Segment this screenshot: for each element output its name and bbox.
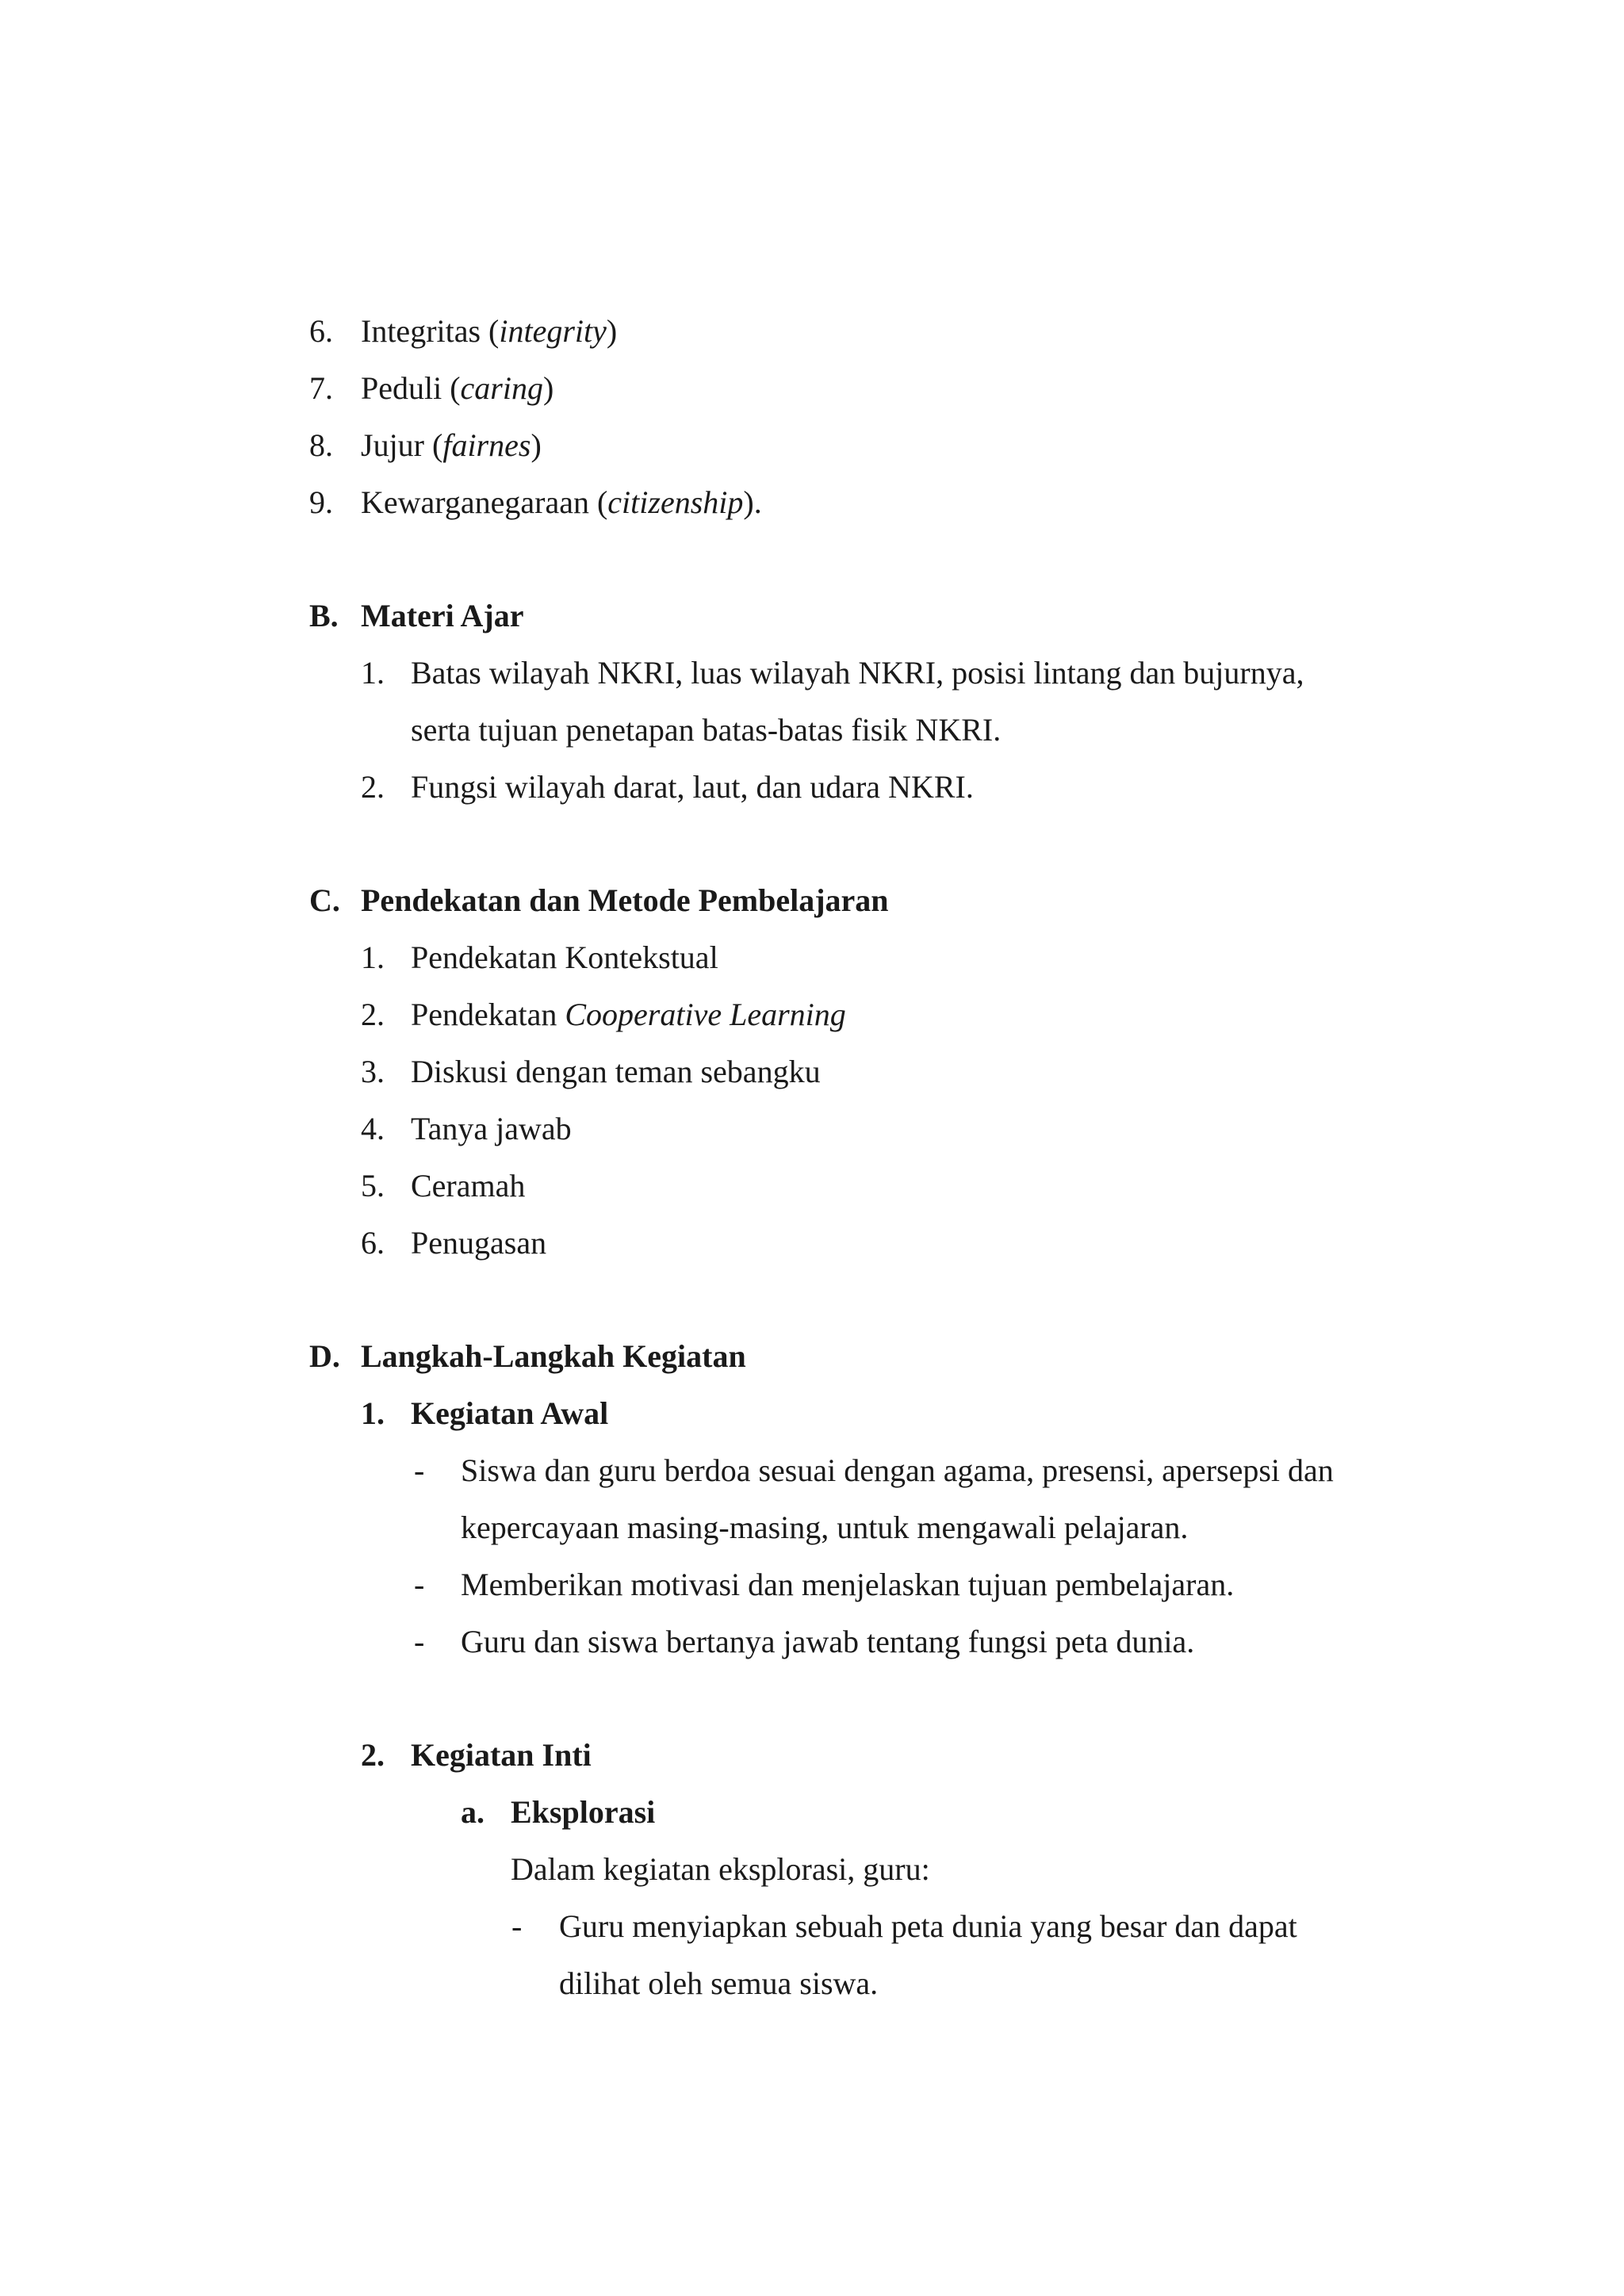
list-item: Integritas (integrity) — [361, 313, 618, 349]
section-letter: D. — [309, 1338, 340, 1374]
list-number: 1. — [361, 939, 385, 975]
list-number: 2. — [361, 997, 385, 1032]
list-number: 8. — [309, 427, 333, 463]
bullet-dash: - — [511, 1908, 523, 1944]
bullet-item-continuation: dilihat oleh semua siswa. — [559, 1965, 879, 2001]
list-number: 1. — [361, 655, 385, 691]
list-number: 2. — [361, 769, 385, 805]
subsection-number: 1. — [361, 1395, 385, 1431]
paragraph-intro: Dalam kegiatan eksplorasi, guru: — [511, 1851, 930, 1887]
list-number: 3. — [361, 1054, 385, 1089]
bullet-item: Guru dan siswa bertanya jawab tentang fungsi peta dunia. — [461, 1624, 1195, 1659]
section-heading: Materi Ajar — [361, 598, 524, 633]
bullet-item: Memberikan motivasi dan menjelaskan tujuan pembelajaran. — [461, 1567, 1235, 1602]
bullet-dash: - — [414, 1624, 425, 1659]
section-letter: B. — [309, 598, 339, 633]
list-item: Diskusi dengan teman sebangku — [411, 1054, 821, 1089]
list-number: 4. — [361, 1111, 385, 1146]
list-item: Kewarganegaraan (citizenship). — [361, 484, 762, 520]
list-number: 5. — [361, 1168, 385, 1203]
bullet-dash: - — [414, 1567, 425, 1602]
list-item: Penugasan — [411, 1225, 547, 1261]
list-number: 6. — [309, 313, 333, 349]
bullet-dash: - — [414, 1452, 425, 1488]
section-heading: Pendekatan dan Metode Pembelajaran — [361, 882, 889, 918]
list-item: Pendekatan Cooperative Learning — [411, 997, 846, 1032]
subsubsection-letter: a. — [461, 1794, 485, 1830]
list-item-continuation: serta tujuan penetapan batas-batas fisik NKRI. — [411, 712, 1002, 748]
subsubsection-heading: Eksplorasi — [511, 1794, 656, 1830]
list-item: Batas wilayah NKRI, luas wilayah NKRI, posisi lintang dan bujurnya, — [411, 655, 1304, 691]
list-item: Tanya jawab — [411, 1111, 572, 1146]
list-number: 9. — [309, 484, 333, 520]
subsection-number: 2. — [361, 1737, 385, 1773]
list-item: Fungsi wilayah darat, laut, dan udara NKRI. — [411, 769, 974, 805]
list-number: 6. — [361, 1225, 385, 1261]
subsection-heading: Kegiatan Awal — [411, 1395, 609, 1431]
list-item: Peduli (caring) — [361, 370, 554, 406]
list-item: Pendekatan Kontekstual — [411, 939, 718, 975]
section-letter: C. — [309, 882, 340, 918]
section-heading: Langkah-Langkah Kegiatan — [361, 1338, 746, 1374]
list-item: Jujur (fairnes) — [361, 427, 542, 463]
bullet-item: Guru menyiapkan sebuah peta dunia yang besar dan dapat — [559, 1908, 1297, 1944]
list-item: Ceramah — [411, 1168, 526, 1203]
list-number: 7. — [309, 370, 333, 406]
bullet-item-continuation: kepercayaan masing-masing, untuk mengawali pelajaran. — [461, 1510, 1189, 1545]
subsection-heading: Kegiatan Inti — [411, 1737, 592, 1773]
bullet-item: Siswa dan guru berdoa sesuai dengan agama, presensi, apersepsi dan — [461, 1452, 1334, 1488]
